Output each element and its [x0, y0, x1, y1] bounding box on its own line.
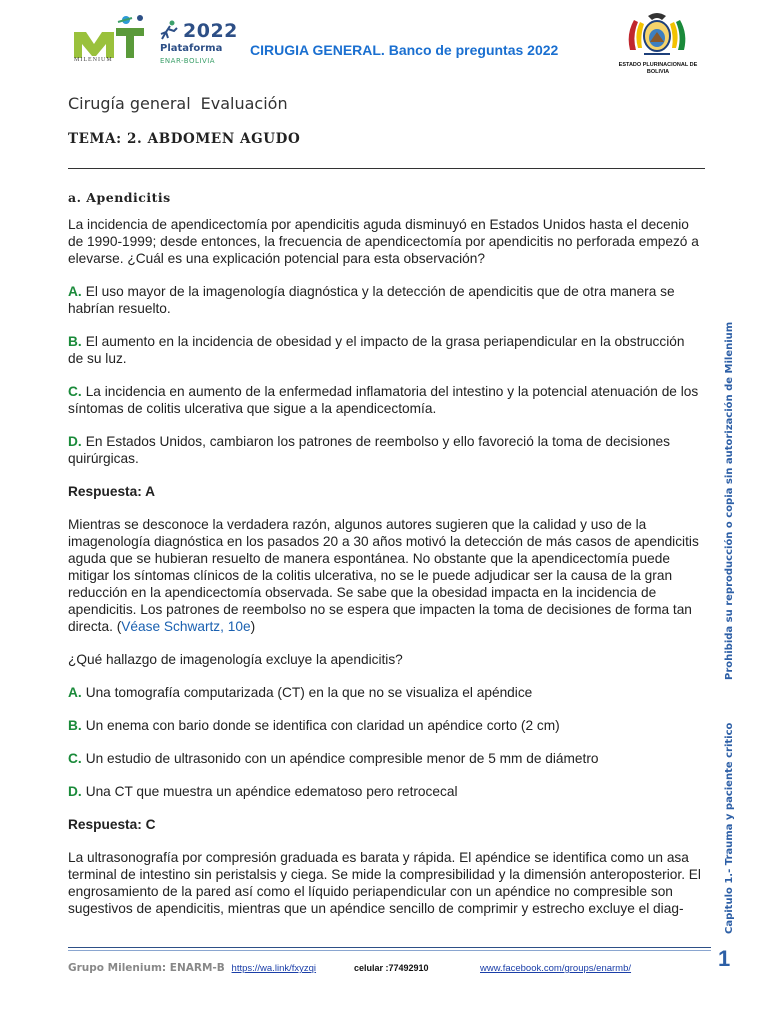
option-letter: A.	[68, 685, 82, 700]
option-text: Un enema con bario donde se identifica con claridad un apéndice corto (2 cm)	[85, 718, 560, 733]
footer	[68, 962, 688, 974]
option-letter: D.	[68, 784, 82, 799]
explanation-text: Mientras se desconoce la verdadera razón, algunos autores sugieren que la calidad y uso de la imagenología diagnóstica en los pasados 20 a 30 años motivó la detección de más casos de apendicitis aguda que se hubieran resuelto de manera espontánea. No obstante que la apendicectomía puede mitigar los síntomas clínicos de la colitis ulcerativa, no se le puede adjudicar ser la causa de la gran reducción en la apendicectomía observada. Se sabe que la obesidad impacta en la incidencia de apendicitis. Los patrones de reembolso no se espera que impacten la toma de decisiones de forma tan directa. (	[68, 517, 699, 634]
q1-option-b	[68, 333, 703, 367]
header-title: CIRUGIA GENERAL. Banco de preguntas 2022	[250, 42, 559, 58]
option-letter: D.	[68, 434, 82, 449]
option-letter: B.	[68, 718, 82, 733]
option-text: El uso mayor de la imagenología diagnóstica y la detección de apendicitis que de otra manera se habrían resuelto.	[68, 284, 675, 316]
question-1: La incidencia de apendicectomía por apendicitis aguda disminuyó en Estados Unidos hasta el decenio de 1990-1999; desde entonces, la frecuencia de apendicectomía por apendicitis no perforada empezó a elevarse. ¿Cuál es una explicación potencial para esta observación?	[68, 217, 699, 266]
option-text: Una tomografía computarizada (CT) en la que no se visualiza el apéndice	[85, 685, 533, 700]
q1-explanation	[68, 516, 703, 635]
option-letter: C.	[68, 751, 82, 766]
q1-option-c	[68, 383, 703, 417]
option-text: Un estudio de ultrasonido con un apéndice compresible menor de 5 mm de diámetro	[85, 751, 599, 766]
state-caption: ESTADO PLURINACIONAL DE BOLIVIA	[618, 62, 698, 75]
q1-option-a	[68, 283, 703, 317]
chapter-label: Capitulo 1.- Trauma y paciente critico	[724, 722, 735, 934]
option-letter: A.	[68, 284, 82, 299]
page-title-main: Cirugía general	[68, 94, 191, 113]
option-text: La incidencia en aumento de la enfermedad inflamatoria del intestino y la potencial atenuación de los síntomas de colitis ulcerativa que sigue a la apendicectomía.	[68, 384, 699, 416]
page-title-sub: Evaluación	[200, 94, 288, 113]
q2-option-c	[68, 750, 703, 767]
copyright-notice: Prohibida su reproducción o copia sin autorización de Milenium	[724, 321, 735, 680]
page-title	[68, 94, 288, 113]
q2-option-a	[68, 684, 703, 701]
option-text: Una CT que muestra un apéndice edematoso pero retrocecal	[85, 784, 458, 799]
q1-option-d	[68, 433, 703, 467]
q2-explanation: La ultrasonografía por compresión graduada es barata y rápida. El apéndice se identifica como un asa terminal de intestino sin peristalsis y ciega. Se mide la compresibilidad y la dimensión anteroposterior. El engrosamiento de la pared así como el líquido periapendicular con un apéndice no compresible son sugestivos de apendicitis, mientras que un apéndice sencillo de comprimir y estrecho excluye el diag-	[68, 850, 701, 916]
reference-link[interactable]: Véase Schwartz, 10e	[121, 619, 251, 634]
footer-divider-light	[68, 950, 711, 951]
bolivia-coat-of-arms-icon	[624, 10, 690, 58]
section-heading: a. Apendicitis	[68, 190, 171, 205]
page-number: 1	[718, 946, 731, 971]
facebook-link[interactable]: www.facebook.com/groups/enarmb/	[480, 963, 632, 974]
option-letter: B.	[68, 334, 82, 349]
option-letter: C.	[68, 384, 82, 399]
platform-label: Plataforma	[160, 43, 223, 54]
topic-heading: TEMA: 2. ABDOMEN AGUDO	[68, 131, 301, 147]
runner-icon	[158, 20, 180, 40]
whatsapp-link[interactable]: https://wa.link/fxyzqi	[231, 963, 317, 974]
q2-option-b	[68, 717, 703, 734]
platform-sub-label: ENAR-BOLIVIA	[160, 57, 216, 65]
q2-option-d	[68, 783, 703, 800]
q1-answer: Respuesta: A	[68, 484, 155, 499]
explanation-close: )	[250, 619, 256, 634]
option-text: El aumento en la incidencia de obesidad y el impacto de la grasa periapendicular en la obstrucción de su luz.	[68, 334, 685, 366]
q2-answer: Respuesta: C	[68, 817, 156, 832]
question-2: ¿Qué hallazgo de imagenología excluye la apendicitis?	[68, 652, 403, 667]
logo-caption: MILENIUM	[74, 57, 113, 63]
divider	[68, 168, 705, 169]
footer-divider	[68, 947, 711, 948]
document-body	[68, 216, 703, 933]
footer-phone: celular :77492910	[354, 963, 429, 973]
option-text: En Estados Unidos, cambiaron los patrones de reembolso y ello favoreció la toma de decisiones quirúrgicas.	[68, 434, 671, 466]
footer-group: Grupo Milenium: ENARM-B	[68, 962, 225, 974]
year-label: 2022	[183, 20, 238, 42]
